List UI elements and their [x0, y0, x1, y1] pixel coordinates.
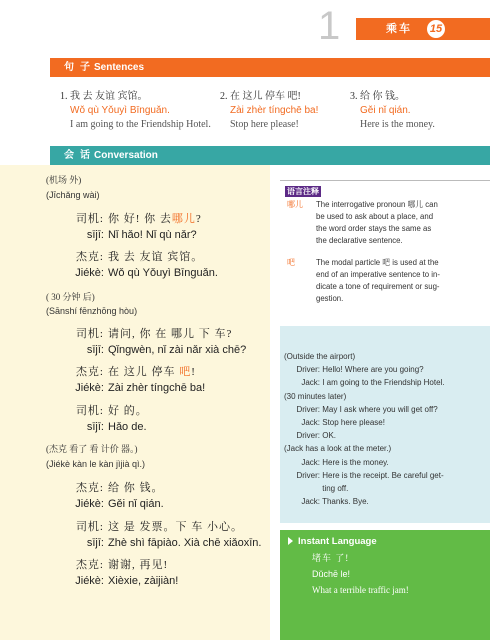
note-line: be used to ask about a place, and	[316, 212, 434, 221]
sentence-cn: 3. 给 你 钱。	[350, 91, 405, 102]
sentences-heading-cn: 句子	[64, 62, 96, 73]
scene-direction-cn: ( 30 分钟 后)	[46, 292, 95, 302]
translation-text: ting off.	[322, 484, 349, 494]
dialogue-line-pinyin: Xièxie, zàijiàn!	[108, 575, 179, 587]
triangle-bullet-icon	[288, 537, 293, 545]
instant-language-title: Instant Language	[298, 536, 377, 547]
sentence-pinyin: Wǒ qù Yǒuyì Bīnguǎn.	[70, 105, 170, 116]
sentence-english: I am going to the Friendship Hotel.	[70, 119, 211, 130]
keyword-highlight: 吧	[179, 366, 192, 378]
speaker-cn: 司机:	[75, 328, 104, 340]
speaker-pinyin: Jiékè:	[75, 382, 104, 394]
translation-text: I am going to the Friendship Hotel.	[322, 378, 445, 388]
sentence-pinyin: Zài zhèr tíngchē ba!	[230, 105, 319, 116]
translation-list	[284, 350, 488, 508]
note-line: dicate a tone of requirement or sug-	[316, 282, 440, 291]
note-line: the declarative sentence.	[316, 236, 403, 245]
speaker-cn: 司机:	[75, 521, 104, 533]
dialogue-line-cn: 请问, 你 在 哪儿 下 车?	[108, 328, 233, 340]
instant-english: What a terrible traffic jam!	[312, 585, 409, 595]
speaker-pinyin: sījī:	[86, 421, 104, 433]
translation-text: Stop here please!	[322, 418, 385, 428]
note-line: end of an imperative sentence to in-	[316, 270, 440, 279]
translation-text: Here is the receipt. Be careful get-	[322, 470, 444, 480]
lesson-number: 1	[318, 4, 341, 48]
translation-text: May I ask where you will get off?	[322, 404, 438, 414]
translation-text: (30 minutes later)	[284, 391, 347, 401]
speaker-pinyin: sījī:	[86, 229, 104, 241]
translation-speaker: Jack:	[301, 378, 320, 388]
speaker-cn: 杰克:	[75, 482, 104, 494]
dialogue-line-cn	[108, 365, 196, 379]
sentence-item	[60, 90, 220, 132]
dialogue-line-pinyin: Zhè shì fāpiào. Xià chē xiǎoxīn.	[108, 537, 262, 549]
note-line: The interrogative pronoun 哪儿 can	[316, 200, 438, 209]
dialogue-punct: ?	[195, 213, 202, 225]
keyword-highlight: 哪儿	[171, 213, 196, 225]
dialogue-text: 在 这儿 停车	[108, 366, 176, 378]
dialogue-line-cn: 这 是 发票。下 车 小心。	[108, 521, 243, 533]
lesson-title-bar	[356, 18, 490, 40]
instant-pinyin: Dǔchē le!	[312, 569, 351, 579]
sentence-english: Stop here please!	[230, 119, 299, 130]
translation-speaker: Jack:	[301, 497, 320, 507]
translation-line	[284, 390, 488, 403]
dialogue-line-cn: 谢谢, 再见!	[108, 559, 169, 571]
speaker-pinyin: sījī:	[86, 344, 104, 356]
translation-line	[284, 442, 488, 455]
scene-direction-pinyin: (Sānshí fēnzhōng hòu)	[46, 306, 138, 316]
scene-direction-pinyin: (Jiékè kàn le kàn jìjià qì.)	[46, 459, 146, 469]
translation-speaker: Jack:	[301, 418, 320, 428]
dialogue-line-cn: 给 你 钱。	[108, 482, 164, 494]
speaker-pinyin: Jiékè:	[75, 498, 104, 510]
translation-text: Thanks. Bye.	[322, 497, 369, 507]
translation-line	[284, 482, 488, 495]
scene-direction-cn: (杰克 看了 看 计价 器。)	[46, 444, 138, 454]
dialogue-line-pinyin: Qǐngwèn, nǐ zài nǎr xià chē?	[108, 344, 247, 356]
language-notes-label: 语言注释	[287, 187, 319, 196]
translation-speaker: Driver:	[296, 404, 320, 414]
dialogue-line-pinyin: Wǒ qù Yǒuyì Bīnguǎn.	[108, 267, 218, 279]
note-line: gestion.	[316, 294, 344, 303]
translation-line	[284, 350, 488, 363]
sentence-item	[350, 90, 480, 132]
note-line: the word order stays the same as	[316, 224, 432, 233]
speaker-cn: 司机:	[75, 213, 104, 225]
dialogue-punct: !	[191, 366, 196, 378]
conversation-heading-en: Conversation	[94, 150, 158, 161]
note-term: 吧	[287, 258, 295, 267]
instant-cn: 堵车 了!	[312, 553, 350, 563]
note-line: The modal particle 吧 is used at the	[316, 258, 439, 267]
speaker-cn: 司机:	[75, 405, 104, 417]
speaker-pinyin: Jiékè:	[75, 575, 104, 587]
dialogue-line-pinyin: Nǐ hǎo! Nǐ qù nǎr?	[108, 229, 197, 241]
speaker-cn: 杰克:	[75, 366, 104, 378]
sentence-cn: 2. 在 这儿 停车 吧!	[220, 91, 301, 102]
translation-line	[284, 363, 488, 376]
translation-line	[284, 469, 488, 482]
translation-speaker: Jack:	[301, 457, 320, 467]
translation-text: (Jack has a look at the meter.)	[284, 444, 392, 454]
sentence-item	[220, 90, 340, 132]
page-number: 15	[429, 23, 443, 35]
speaker-cn: 杰克:	[75, 559, 104, 571]
sentence-english: Here is the money.	[360, 119, 435, 130]
translation-line	[284, 416, 488, 429]
translation-speaker: Driver:	[296, 431, 320, 441]
translation-line	[284, 495, 488, 508]
scene-direction-pinyin: (Jīchǎng wài)	[46, 190, 100, 200]
dialogue-line-cn: 我 去 友谊 宾馆。	[108, 251, 204, 263]
speaker-pinyin: Jiékè:	[75, 267, 104, 279]
translation-speaker: Driver:	[296, 470, 320, 480]
speaker-pinyin: sījī:	[86, 537, 104, 549]
note-body	[316, 199, 488, 247]
translation-speaker: Driver:	[296, 365, 320, 375]
dialogue-line-pinyin: Zài zhèr tíngchē ba!	[108, 382, 206, 394]
speaker-cn: 杰克:	[75, 251, 104, 263]
note-body	[316, 257, 488, 305]
lesson-title: 乘车	[386, 23, 412, 35]
note-term: 哪儿	[287, 200, 303, 209]
dialogue-line-cn: 好 的。	[108, 405, 148, 417]
translation-text: Here is the money.	[322, 457, 389, 467]
dialogue-text: 你 好! 你 去	[108, 213, 172, 225]
sentence-cn: 1. 我 去 友谊 宾馆。	[60, 91, 148, 102]
translation-text: Hello! Where are you going?	[322, 365, 424, 375]
dialogue-line-pinyin: Gěi nǐ qián.	[108, 498, 164, 510]
dialogue-line-pinyin: Hǎo de.	[108, 421, 147, 433]
instant-language-heading	[288, 535, 377, 549]
scene-direction-cn: (机场 外)	[46, 175, 82, 185]
sentence-pinyin: Gěi nǐ qián.	[360, 105, 411, 116]
translation-line	[284, 376, 488, 389]
translation-text: OK.	[322, 431, 337, 441]
sentences-heading-en: Sentences	[94, 62, 145, 73]
translation-line	[284, 456, 488, 469]
translation-line	[284, 429, 488, 442]
dialogue-line-cn	[108, 212, 202, 226]
conversation-heading-cn: 会话	[64, 150, 96, 161]
translation-line	[284, 403, 488, 416]
translation-text: (Outside the airport)	[284, 352, 356, 361]
